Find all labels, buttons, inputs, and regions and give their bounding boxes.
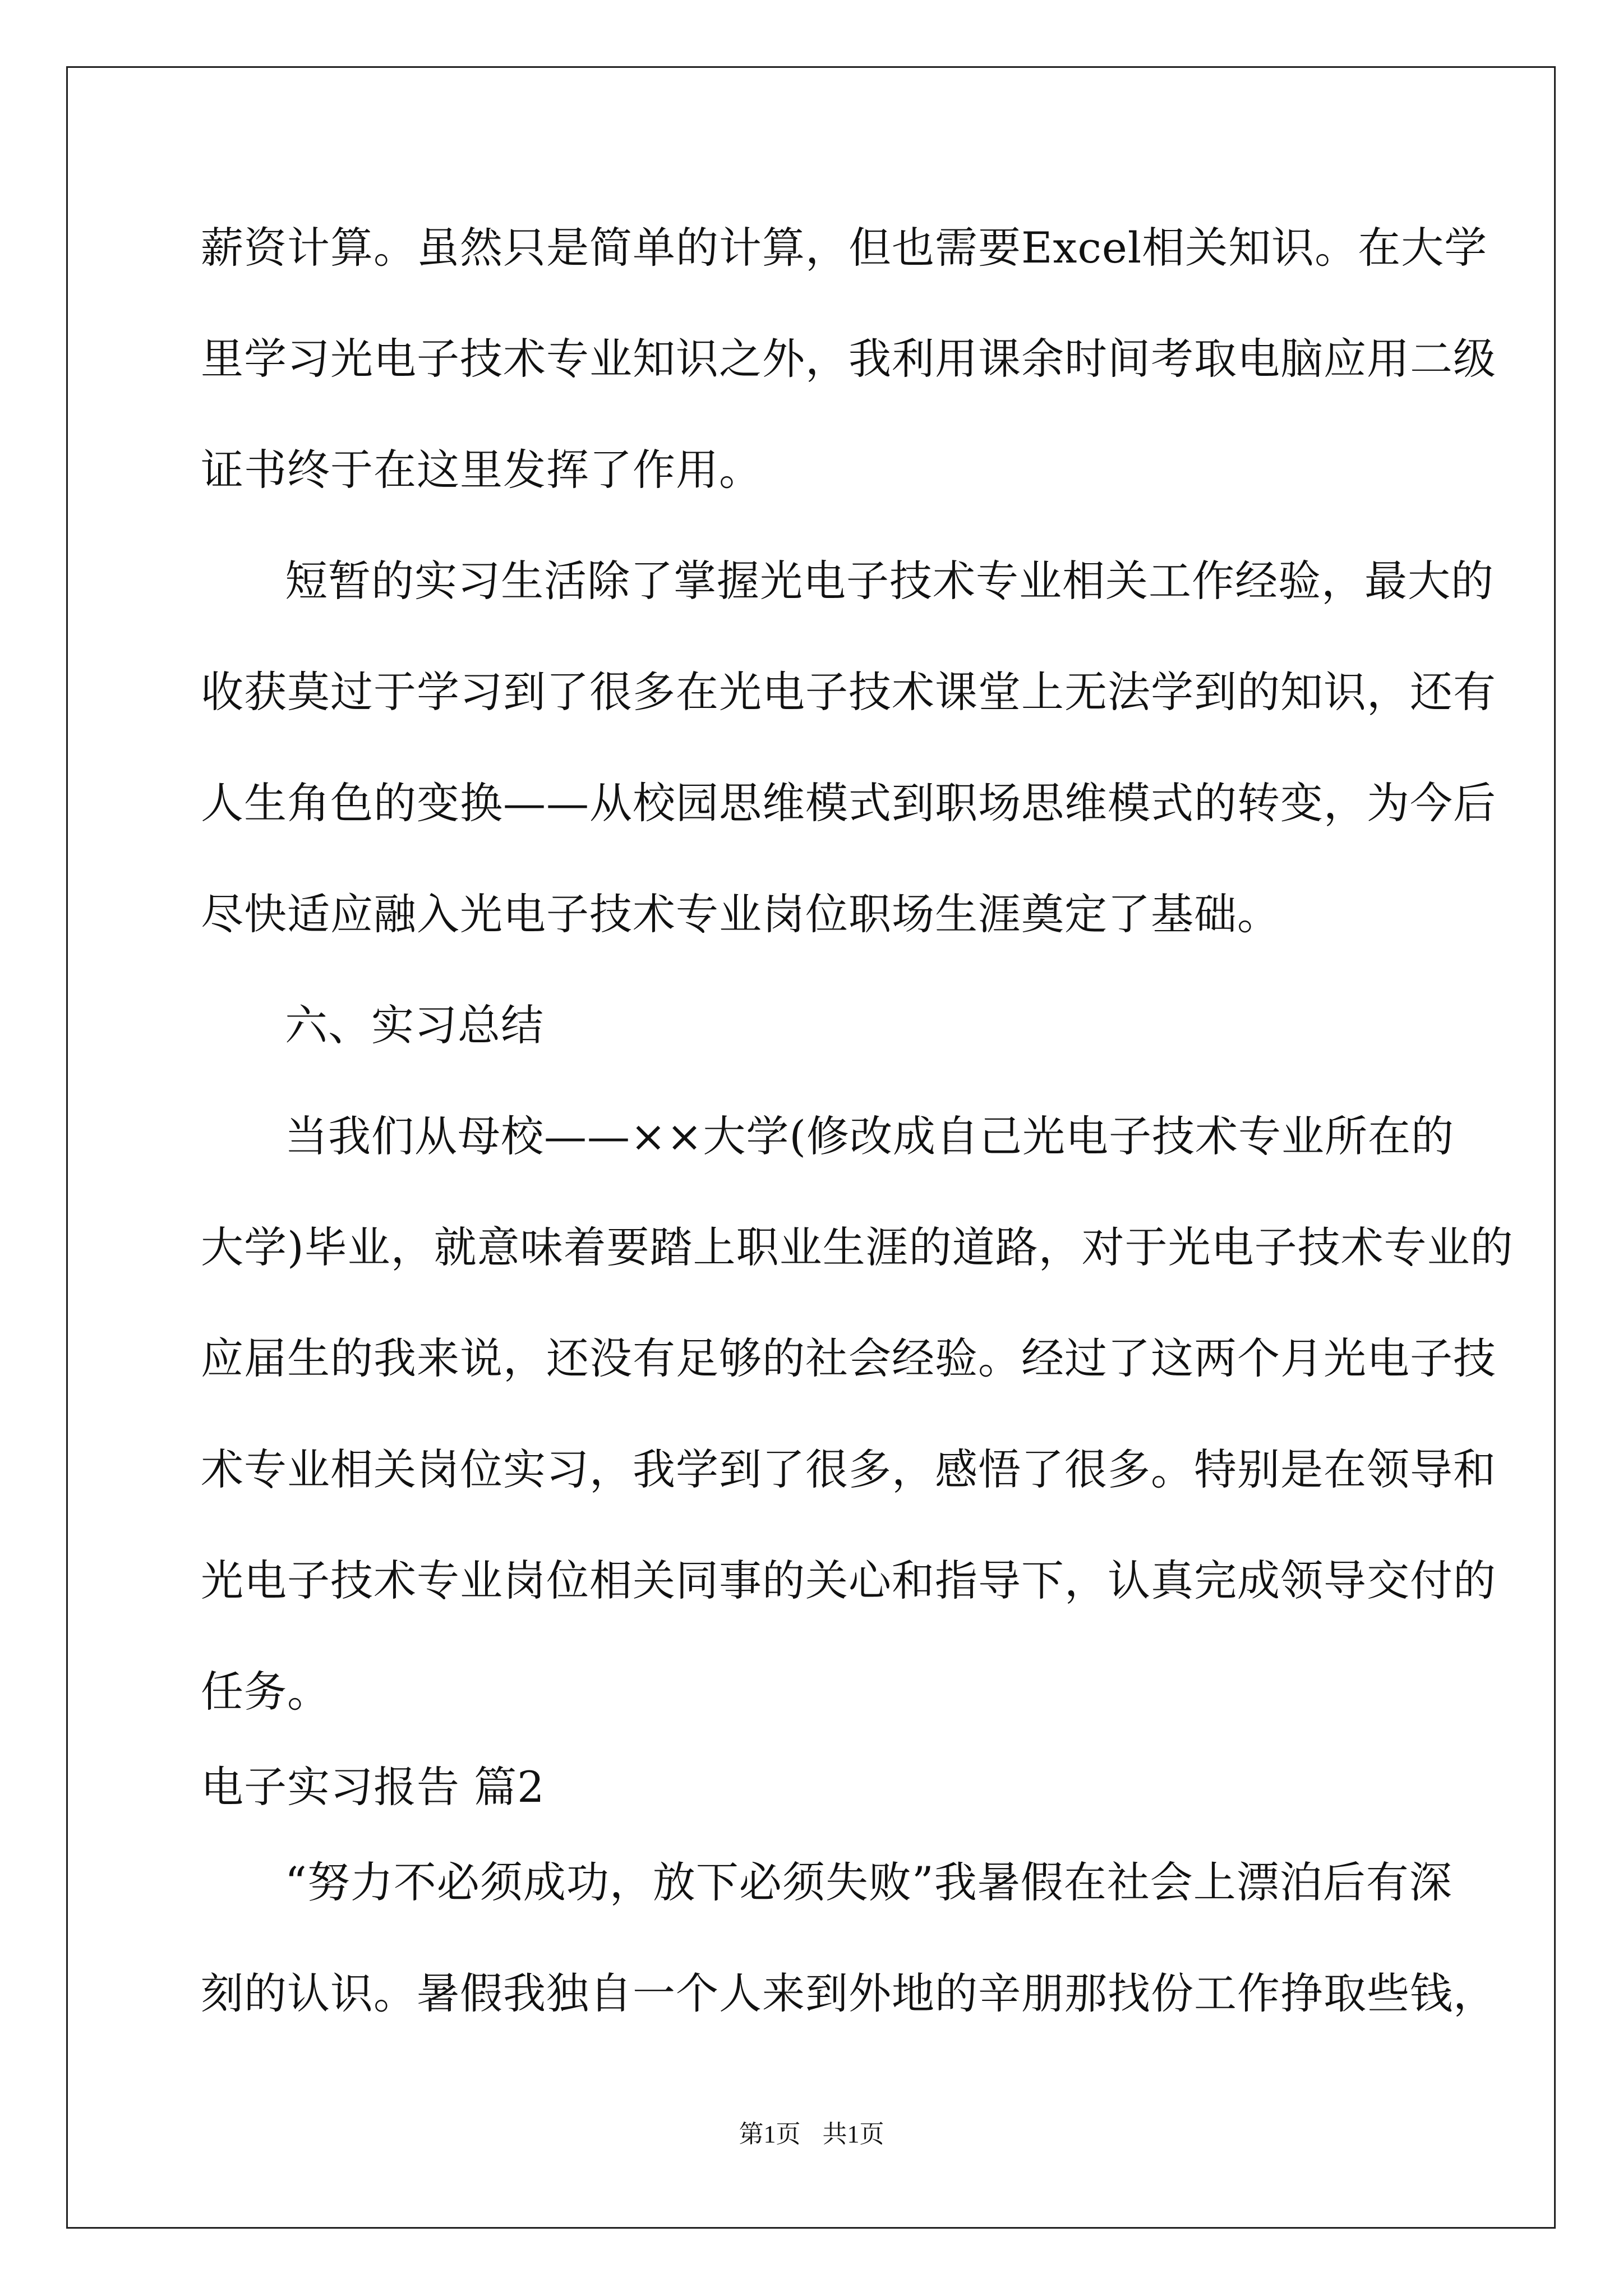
text-line: 尽快适应融入光电子技术专业岗位职场生涯奠定了基础。: [201, 889, 1280, 939]
text-line: 光电子技术专业岗位相关同事的关心和指导下，认真完成领导交付的: [201, 1556, 1496, 1605]
page-footer: [0, 2118, 1623, 2151]
text-line: “努力不必须成功，放下必须失败”我暑假在社会上漂泊后有深: [285, 1857, 1453, 1907]
text-line: 证书终于在这里发挥了作用。: [201, 445, 762, 495]
text-line: 应届生的我来说，还没有足够的社会经验。经过了这两个月光电子技: [201, 1333, 1496, 1383]
article-title: 电子实习报告 篇2: [201, 1762, 545, 1812]
text-line: 薪资计算。虽然只是简单的计算，但也需要Excel相关知识。在大学: [201, 223, 1488, 273]
text-line: 刻的认识。暑假我独自一个人来到外地的辛朋那找份工作挣取些钱，: [201, 1968, 1496, 2018]
text-line: 任务。: [201, 1667, 330, 1717]
text-line: 里学习光电子技术专业知识之外，我利用课余时间考取电脑应用二级: [201, 334, 1496, 384]
section-heading: 六、实习总结: [285, 1000, 544, 1050]
page-total: 共1页: [822, 2120, 884, 2148]
text-line: 短暂的实习生活除了掌握光电子技术专业相关工作经验，最大的: [285, 556, 1494, 606]
text-line: 大学)毕业，就意味着要踏上职业生涯的道路，对于光电子技术专业的: [201, 1222, 1514, 1272]
text-line: 人生角色的变换——从校园思维模式到职场思维模式的转变，为今后: [201, 778, 1496, 828]
page-number: 第1页: [739, 2120, 801, 2148]
text-line: 当我们从母校——××大学(修改成自己光电子技术专业所在的: [285, 1111, 1455, 1161]
text-line: 收获莫过于学习到了很多在光电子技术课堂上无法学到的知识，还有: [201, 667, 1496, 717]
text-line: 术专业相关岗位实习，我学到了很多，感悟了很多。特别是在领导和: [201, 1444, 1496, 1494]
